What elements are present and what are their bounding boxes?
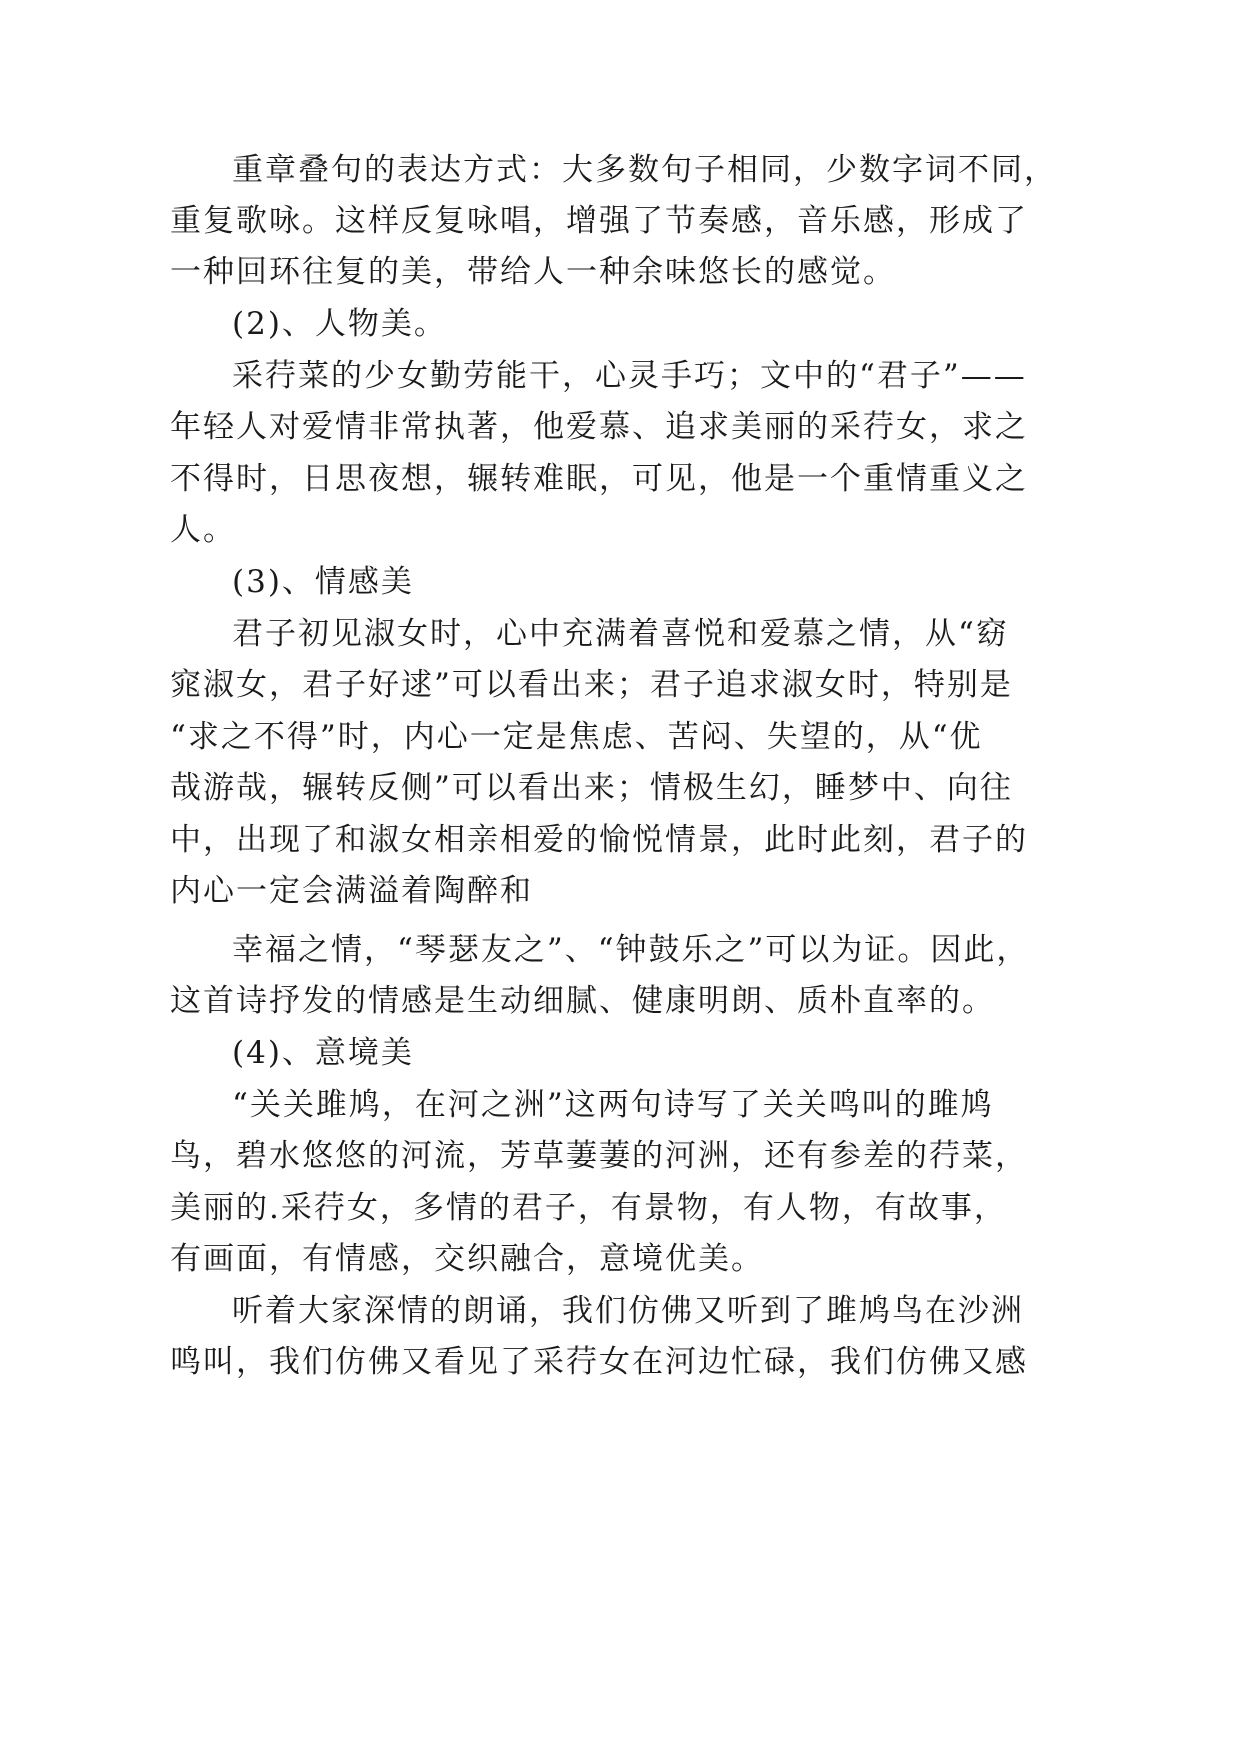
text-line: 美丽的.采荇女，多情的君子，有景物，有人物，有故事，	[170, 1190, 1007, 1226]
text-line: 窕淑女，君子好逑”可以看出来；君子追求淑女时，特别是	[170, 667, 1013, 703]
text-line: 君子初见淑女时，心中充满着喜悦和爱慕之情，从“窈	[232, 616, 1009, 652]
text-line: 这首诗抒发的情感是生动细腻、健康明朗、质朴直率的。	[170, 983, 995, 1019]
text-line: 有画面，有情感，交织融合，意境优美。	[170, 1241, 764, 1277]
text-line: 采荇菜的少女勤劳能干，心灵手巧；文中的“君子”——	[232, 358, 1027, 394]
text-line: “求之不得”时，内心一定是焦虑、苦闷、失望的，从“优	[170, 719, 983, 755]
section-heading: (4)、意境美	[232, 1035, 414, 1071]
text-line: “关关雎鸠，在河之洲”这两句诗写了关关鸣叫的雎鸠	[232, 1087, 994, 1123]
section-heading: (3)、情感美	[232, 564, 414, 600]
text-line: 重复歌咏。这样反复咏唱，增强了节奏感，音乐感，形成了	[170, 203, 1028, 239]
text-line: 听着大家深情的朗诵，我们仿佛又听到了雎鸠鸟在沙洲	[232, 1293, 1024, 1329]
text-line: 年轻人对爱情非常执著，他爱慕、追求美丽的采荇女，求之	[170, 409, 1028, 445]
text-line: 重章叠句的表达方式：大多数句子相同，少数字词不同，	[232, 152, 1057, 188]
text-line: 鸣叫，我们仿佛又看见了采荇女在河边忙碌，我们仿佛又感	[170, 1344, 1028, 1380]
text-line: 一种回环往复的美，带给人一种余味悠长的感觉。	[170, 254, 896, 290]
text-line: 内心一定会满溢着陶醉和	[170, 873, 533, 909]
text-line: 鸟，碧水悠悠的河流，芳草萋萋的河洲，还有参差的荇菜，	[170, 1138, 1028, 1174]
text-line: 人。	[170, 512, 236, 548]
text-line: 不得时，日思夜想，辗转难眠，可见，他是一个重情重义之	[170, 461, 1028, 497]
text-line: 哉游哉，辗转反侧”可以看出来；情极生幻，睡梦中、向往	[170, 770, 1013, 806]
section-heading: (2)、人物美。	[232, 306, 447, 342]
text-line: 幸福之情，“琴瑟友之”、“钟鼓乐之”可以为证。因此，	[232, 932, 1030, 968]
text-line: 中，出现了和淑女相亲相爱的愉悦情景，此时此刻，君子的	[170, 822, 1028, 858]
